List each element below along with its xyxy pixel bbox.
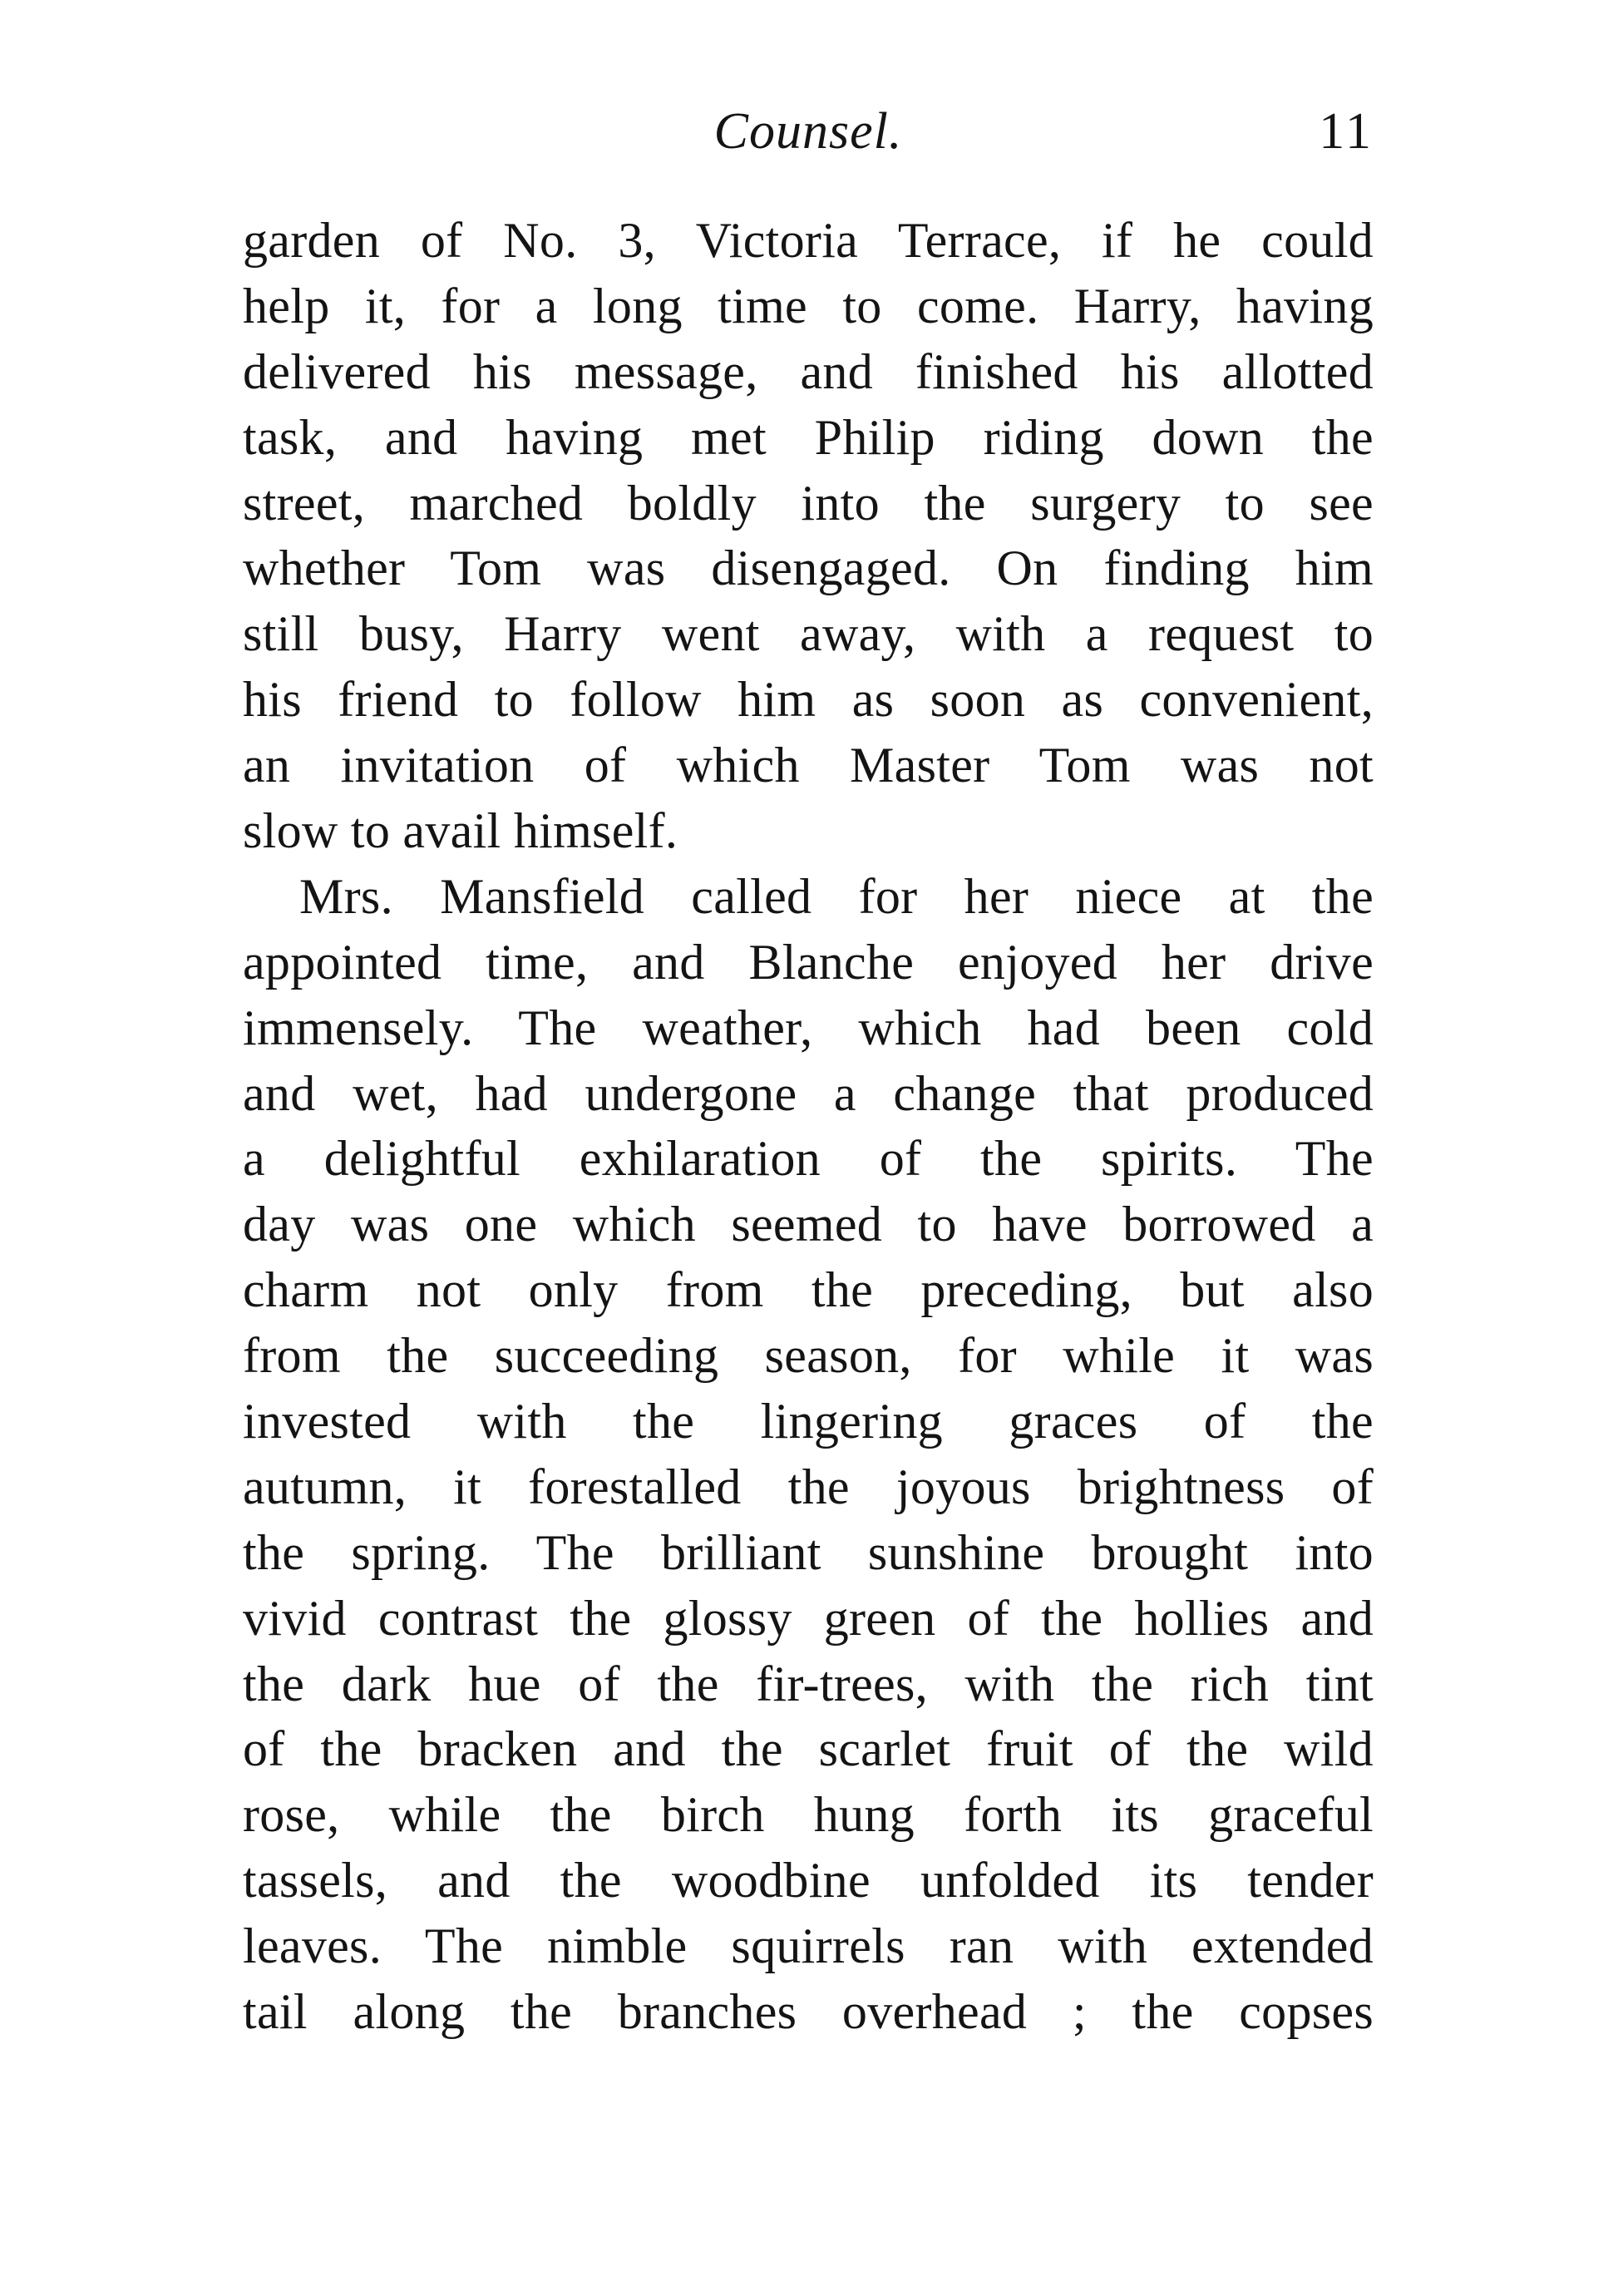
text-line: autumn, it forestalled the joyous brightness of — [243, 1459, 1374, 1514]
text-line: delivered his message, and finished his allotted — [243, 343, 1374, 399]
running-head — [243, 98, 1374, 173]
text-line: his friend to follow him as soon as convenient, — [243, 672, 1374, 728]
text-line: the dark hue of the fir-trees, with the rich tint — [243, 1656, 1374, 1711]
paragraph-start-line: Mrs. Mansfield called for her niece at the — [299, 868, 1374, 924]
text-line: whether Tom was disengaged. On finding him — [243, 541, 1374, 596]
text-line: tail along the branches overhead ; the copses — [243, 1984, 1374, 2040]
text-line: an invitation of which Master Tom was not — [243, 738, 1374, 793]
text-line: help it, for a long time to come. Harry, having — [243, 278, 1374, 333]
text-line: street, marched boldly into the surgery to see — [243, 475, 1374, 531]
text-line: charm not only from the preceding, but also — [243, 1262, 1374, 1318]
text-line: the spring. The brilliant sunshine brought into — [243, 1524, 1374, 1580]
page-number: 11 — [1319, 103, 1374, 160]
text-line: immensely. The weather, which had been cold — [243, 1000, 1374, 1055]
text-line: rose, while the birch hung forth its graceful — [243, 1787, 1374, 1843]
body-text — [243, 208, 1374, 2045]
text-line: invested with the lingering graces of the — [243, 1394, 1374, 1449]
text-line: task, and having met Philip riding down the — [243, 409, 1374, 465]
text-line: a delightful exhilaration of the spirits. The — [243, 1131, 1374, 1187]
text-line: of the bracken and the scarlet fruit of the wild — [243, 1721, 1374, 1777]
text-line: still busy, Harry went away, with a request to — [243, 606, 1374, 662]
text-line: vivid contrast the glossy green of the hollies and — [243, 1590, 1374, 1646]
text-line: garden of No. 3, Victoria Terrace, if he could — [243, 213, 1374, 268]
text-line: tassels, and the woodbine unfolded its tender — [243, 1853, 1374, 1908]
text-line: and wet, had undergone a change that produced — [243, 1065, 1374, 1121]
text-line: leaves. The nimble squirrels ran with extended — [243, 1918, 1374, 1974]
text-line: from the succeeding season, for while it was — [243, 1328, 1374, 1384]
text-line: appointed time, and Blanche enjoyed her drive — [243, 934, 1374, 990]
running-title: Counsel. — [713, 103, 903, 160]
paragraph-end-line: slow to avail himself. — [243, 803, 678, 859]
text-line: day was one which seemed to have borrowed a — [243, 1197, 1374, 1252]
